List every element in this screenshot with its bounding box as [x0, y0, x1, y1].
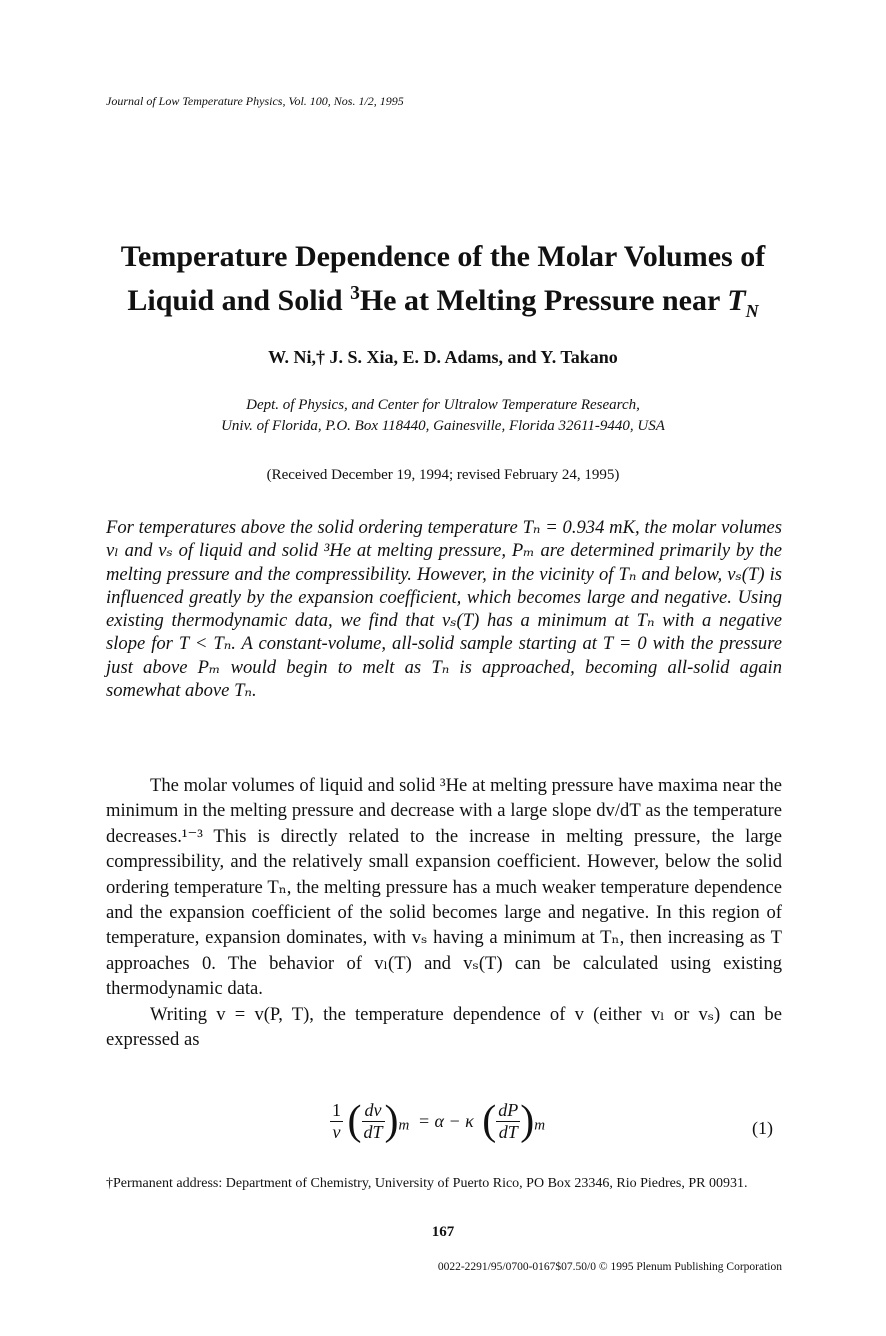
page-number: 167: [431, 1224, 455, 1240]
received-dates: (Received December 19, 1994; revised February 24, 1995): [266, 467, 620, 483]
equation-number: (1): [752, 1118, 773, 1138]
affiliation-line-1: Dept. of Physics, and Center for Ultralow Temperature Research,: [246, 397, 640, 413]
body-text: [106, 773, 782, 1052]
paragraph-2: Writing v = v(P, T), the temperature dependence of v (either vₗ or vₛ) can be expressed as: [106, 1003, 782, 1051]
paragraph-1: The molar volumes of liquid and solid ³He at melting pressure have maxima near the minimum in the melting pressure and decrease with a large slope dv/dT as the temperature decreases.¹⁻³ This is directly related to the increase in melting pressure, the large compressibility, and the relatively small expansion coefficient. However, below the solid ordering temperature Tₙ, the melting pressure has a much weaker temperature dependence and the expansion coefficient of the solid becomes large and negative. In this region of temperature, expansion dominates, with vₛ having a minimum at Tₙ, then increasing as T approaches 0. The behavior of vₗ(T) and vₛ(T) can be calculated using existing thermodynamic data.: [106, 775, 782, 1000]
abstract-text: For temperatures above the solid ordering temperature Tₙ = 0.934 mK, the molar volumes vₗ and vₛ of liquid and solid ³He at melting pressure, Pₘ are determined primarily by the melting pressure and the compressibility. However, in the vicinity of Tₙ and below, vₛ(T) is influenced greatly by the expansion coefficient, which becomes large and negative. Using existing thermodynamic data, we find that vₛ(T) has a minimum at Tₙ with a negative slope for T < Tₙ. A constant-volume, all-solid sample starting at T = 0 with the pressure just above Pₘ would begin to melt as Tₙ is approached, becoming all-solid again somewhat above Tₙ.: [106, 517, 782, 702]
title-symbol: T: [727, 284, 746, 317]
title-line-2: [60, 275, 826, 330]
authors: W. Ni,† J. S. Xia, E. D. Adams, and Y. Takano: [268, 347, 618, 367]
abstract: [106, 516, 782, 702]
equation-1: $\frac{1}{v}$ ( $\frac{dv}{dT}$ )$_m = \alpha - \kappa$ ( $\frac{dP}{dT}$ )$_m$: [332, 1098, 546, 1144]
eq-sub-m-2: m: [534, 1117, 546, 1134]
title-text-a: Liquid and Solid: [127, 284, 351, 317]
eq-dv-dT: $\frac{dv}{dT}$: [363, 1099, 383, 1142]
title-text-b: He at Melting Pressure near: [359, 284, 728, 317]
title-line-1: Temperature Dependence of the Molar Volumes of: [120, 240, 766, 273]
affiliation-line-2: Univ. of Florida, P.O. Box 118440, Gainesville, Florida 32611-9440, USA: [221, 418, 665, 434]
copyright-line: 0022-2291/95/0700-0167$07.50/0 © 1995 Plenum Publishing Corporation: [437, 1261, 782, 1273]
journal-citation: Journal of Low Temperature Physics, Vol. 100, Nos. 1/2, 1995: [106, 94, 404, 108]
title-subscript: N: [745, 301, 759, 321]
affiliation: [60, 395, 826, 437]
eq-middle: = α − κ: [417, 1110, 474, 1131]
eq-dP-dT: $\frac{dP}{dT}$: [498, 1099, 519, 1142]
eq-sub-m-1: m: [398, 1117, 410, 1134]
title-superscript: 3: [350, 283, 360, 304]
footnote: †Permanent address: Department of Chemistry, University of Puerto Rico, PO Box 23346, Rio Piedres, PR 00931.: [106, 1176, 748, 1191]
eq-inverse-v: $\frac{1}{v}$: [332, 1099, 341, 1142]
paper-title: [60, 238, 826, 330]
